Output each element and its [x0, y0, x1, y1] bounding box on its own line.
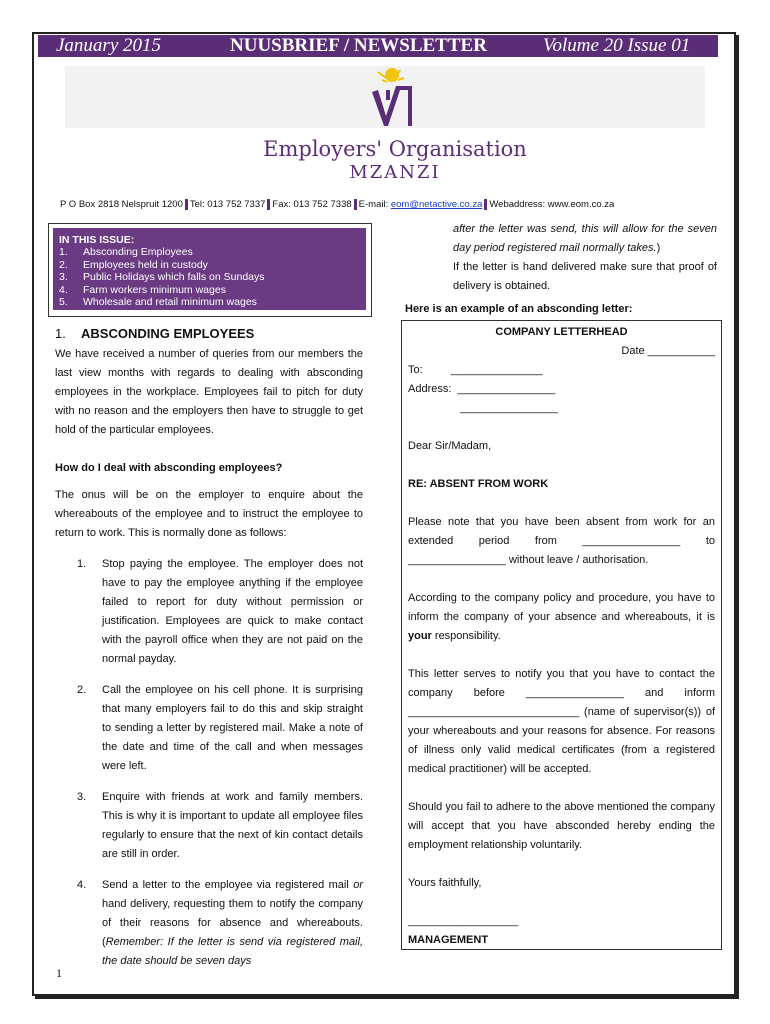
letter-address: Address: ________________ [408, 383, 556, 395]
newsletter-banner [38, 35, 718, 57]
salutation: Dear Sir/Madam, [408, 440, 492, 452]
step-item: 2. Call the employee on his cell phone. It is surprising that many employers fail to do this and skip straight to sending a letter by registered mail. Make a note of the date and time of the call and when messages were left. [77, 684, 363, 772]
step-item: 4. Send a letter to the employee via registered mail or hand delivery, requesting them to notify the company of their reasons for absence and whereabouts. (Remember: If the letter is send via registered mail, the date should be seven days [77, 879, 363, 967]
newsletter-title: NUUSBRIEF / NEWSLETTER [230, 35, 487, 56]
volume-issue: Volume 20 Issue 01 [543, 35, 691, 56]
email-label: E-mail: [358, 199, 391, 211]
separator [484, 199, 487, 210]
letter-subject: RE: ABSENT FROM WORK [408, 478, 549, 490]
step-continuation: after the letter was send, this will allow for the seven day period registered mail normally takes.) [453, 223, 717, 254]
in-this-issue-heading: IN THIS ISSUE: [59, 234, 135, 246]
organisation-name: Employers' Organisation [263, 137, 527, 161]
issue-date: January 2015 [56, 35, 162, 56]
letter-date: Date ___________ [621, 345, 715, 357]
letter-paragraph: Should you fail to adhere to the above mentioned the company will accept that you have absconded hereby ending the employment relationship voluntarily. [408, 801, 715, 851]
page-number: 1 [56, 966, 62, 980]
example-heading: Here is an example of an absconding letter: [405, 303, 633, 315]
postal-address: P O Box 2818 Nelspruit 1200 [60, 199, 183, 211]
organisation-logo-icon [360, 66, 416, 130]
letter-paragraph: According to the company policy and procedure, you have to inform the company of your absence and whereabouts, it is your responsibility. [408, 592, 715, 642]
contact-line [60, 199, 740, 210]
signature-line: __________________ [408, 915, 519, 927]
intro-paragraph: We have received a number of queries from our members the last view months with regards to dealing with absconding employees in the workplace. Employees fail to pitch for duty with no reason and the employers then have to struggle to get hold of the particular employees. [55, 348, 363, 436]
issue-item: 2. Employees held in custody [59, 258, 208, 271]
issue-item: 3. Public Holidays which falls on Sundays [59, 271, 265, 284]
fax: Fax: 013 752 7338 [272, 199, 352, 211]
right-column [405, 220, 717, 319]
issue-item: 5. Wholesale and retail minimum wages [59, 296, 257, 309]
left-column [55, 325, 363, 983]
letter-to: To: _______________ [408, 364, 543, 376]
web-address: Webaddress: www.eom.co.za [489, 199, 615, 211]
step-item: 3. Enquire with friends at work and family members. This is why it is important to update all employee files regularly to ensure that the next of kin contact details are still in order. [77, 791, 363, 860]
separator [354, 199, 357, 210]
issue-item: 1. Absconding Employees [59, 246, 193, 258]
separator [185, 199, 188, 210]
section-heading: 1. ABSCONDING EMPLOYEES [55, 326, 255, 341]
letterhead: COMPANY LETTERHEAD [495, 326, 628, 338]
letter-address-line2: ________________ [460, 402, 558, 414]
letter-paragraph: This letter serves to notify you that you have to contact the company before ________________ and inform ____________________________ (name of supervisor(s)) of your whereabouts and your reasons for absence. For reasons of illness only valid medical certificates (from a registered medical practitioner) will be accepted. [408, 668, 715, 775]
steps-list [55, 555, 363, 971]
question-heading: How do I deal with absconding employees? [55, 462, 283, 474]
onus-paragraph: The onus will be on the employer to enquire about the whereabouts of the employee and to instruct the employee to return to work. This is normally done as follows: [55, 489, 363, 539]
in-this-issue-box [48, 223, 372, 317]
in-this-issue-panel [53, 228, 366, 310]
telephone: Tel: 013 752 7337 [189, 199, 266, 211]
signer: MANAGEMENT [408, 934, 489, 946]
example-letter [401, 320, 722, 950]
step-item: 1. Stop paying the employee. The employer does not have to pay the employee anything if the employee failed to report for duty without permission or justification. Employees are quick to make contact with the payroll office when they are not paid on the normal payday. [77, 558, 363, 665]
separator [267, 199, 270, 210]
issue-list [59, 246, 360, 309]
organisation-subname: MZANZI [349, 162, 441, 183]
letter-paragraph: Please note that you have been absent from work for an extended period from ________________ to ________________ without leave / authorisation. [408, 516, 715, 566]
issue-item: 4. Farm workers minimum wages [59, 283, 226, 296]
closing: Yours faithfully, [408, 877, 482, 889]
hand-delivery-note: If the letter is hand delivered make sure that proof of delivery is obtained. [453, 261, 717, 292]
email-link[interactable]: eom@netactive.co.za [390, 199, 483, 211]
